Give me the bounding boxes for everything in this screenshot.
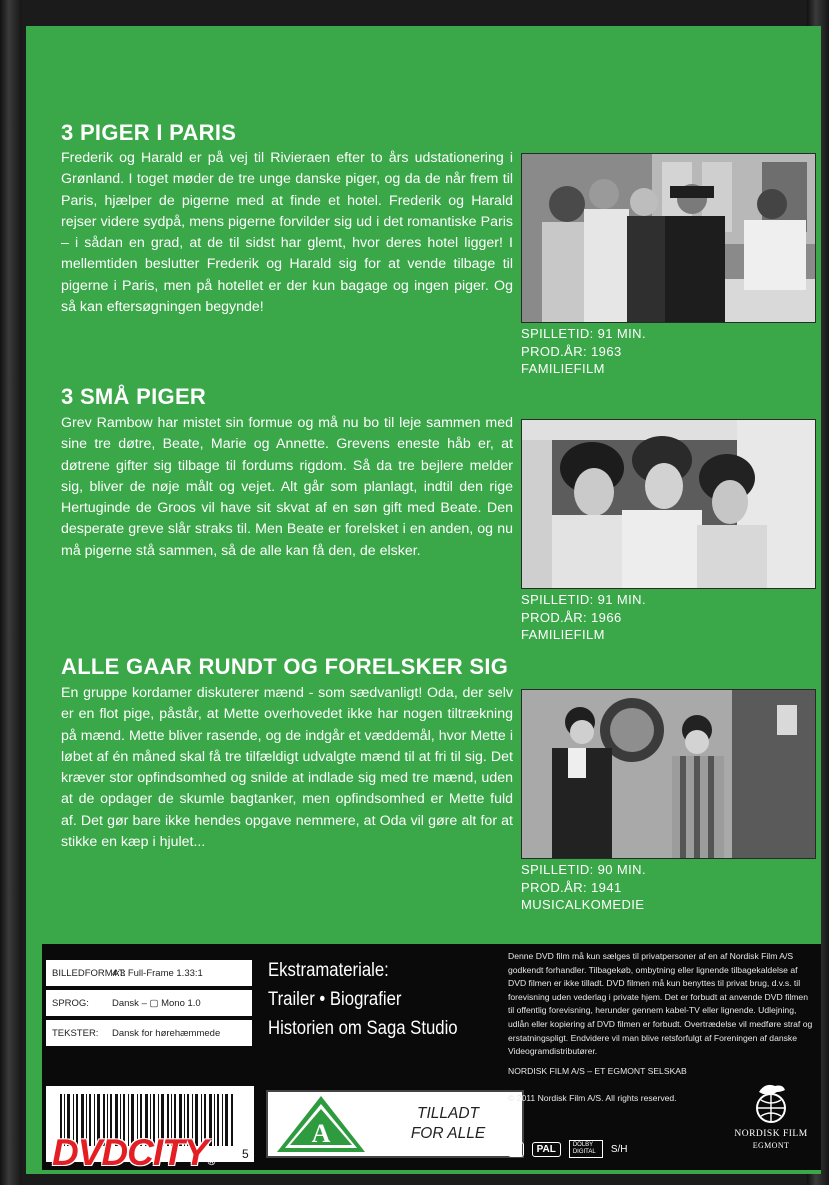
case-left-edge xyxy=(0,0,22,1185)
movie-title: 3 PIGER I PARIS xyxy=(61,120,237,145)
spec-value: Dansk for hørehæmmede xyxy=(112,1027,221,1039)
production-year: PROD.ÅR: 1963 xyxy=(521,343,622,359)
spec-label: BILLEDFORMAT: xyxy=(52,967,126,979)
age-rating xyxy=(266,1090,524,1158)
extras xyxy=(268,956,483,1043)
production-year: PROD.ÅR: 1966 xyxy=(521,609,622,625)
spec-value: Dansk – ▢ Mono 1.0 xyxy=(112,997,201,1009)
nordisk-film-logo xyxy=(726,1080,816,1166)
still-photo-1 xyxy=(522,154,815,322)
extras-line: Historien om Saga Studio xyxy=(268,1018,458,1039)
rating-text xyxy=(388,1104,508,1144)
movie-meta-2 xyxy=(521,591,646,644)
movie-synopsis: Grev Rambow har mistet sin formue og må nu bo til leje sammen med sine tre døtre, Beate, Marie og Annette. Grevens eneste håb er, at døtrene gifter sig tilbage til fordums rigdom. Så da tre bejlere melder sig, bliver de nøje målt og vejet. Alt går som planlagt, indtil den rige Hertuginde de Groos vil have sit skvat af en søn gift med Beate. Den desperate greve slår straks til. Men Beate er forelsket i en anden, og nu må pigerne stå sammen, så de alle kan få den, de elsker. xyxy=(61,415,513,559)
runtime: SPILLETID: 91 MIN. xyxy=(521,592,646,607)
runtime: SPILLETID: 91 MIN. xyxy=(521,326,646,341)
movie-meta-3 xyxy=(521,861,646,914)
watermark-registered: ® xyxy=(207,1156,215,1168)
polar-bear-globe-icon xyxy=(751,1080,791,1124)
rating-line: TILLADT xyxy=(416,1105,479,1122)
rating-letter: A xyxy=(311,1119,331,1148)
spec-label: SPROG: xyxy=(52,997,89,1009)
movie-synopsis: Frederik og Harald er på vej til Rivieraen efter to års udstationering i Grønland. I toget møder de tre unge danske piger, og da de når frem til Paris, hjælper de pigerne med at finde et hotel. Frederik og Harald rejser videre sydpå, mens pigerne forvilder sig ud i det romantiske Paris – i sådan en grad, at de til sidst har glemt, hvor deres hotel ligger! I mellemtiden beslutter Frederik og Harald sig for at vende tilbage til pigerne i Paris, men på hotellet er der kun bagage og ingen piger. Og så kan eftersøgningen begynde! xyxy=(61,150,513,316)
still-photo-2 xyxy=(522,420,815,588)
info-panel xyxy=(42,944,821,1173)
extras-heading: Ekstramateriale: xyxy=(268,960,389,981)
rating-line: FOR ALLE xyxy=(410,1125,486,1142)
rating-triangle-icon xyxy=(272,1092,370,1156)
extras-line: Trailer • Biografier xyxy=(268,989,402,1010)
legal-text: Denne DVD film må kun sælges til privatpersoner af en af Nordisk Film A/S godkendt forhandler. Tilbagekøb, ombytning eller lignende tilbagekaldelse af DVD filmen er ikke tilladt. DVD filmen må kun benyttes til privat brug, d.v.s. til forevisning uden vederlag i private hjem. Det er forbudt at anvende DVD filmen til offentlig forevisning, herunder gennem kabel-TV eller lignende. Udlejning, udlån eller kopiering af DVD filmen er forbudt. Overtrædelse vil medføre straf og erstatningspligt. Endvidere vil man blive retsforfulgt af Foreningen af danske Videogramdistributører. xyxy=(508,951,813,1057)
spec-format xyxy=(46,960,252,986)
spec-value: 4:3 Full-Frame 1.33:1 xyxy=(112,967,203,979)
spec-label: TEKSTER: xyxy=(52,1027,99,1039)
genre: FAMILIEFILM xyxy=(521,361,605,376)
back-cover xyxy=(26,26,821,1174)
watermark-brand xyxy=(52,1132,215,1174)
pal-badge: PAL xyxy=(532,1142,561,1157)
color-format: S/H xyxy=(610,1143,628,1155)
production-year: PROD.ÅR: 1941 xyxy=(521,879,622,895)
movie-still-1 xyxy=(521,153,816,323)
company-line: NORDISK FILM A/S – ET EGMONT SELSKAB xyxy=(508,1065,687,1076)
region-badge: 2 xyxy=(508,1142,524,1157)
copyright-line: © 2011 Nordisk Film A/S. All rights reserved. xyxy=(508,1093,677,1104)
dolby-icon: DOLBY DIGITAL xyxy=(569,1140,603,1158)
tech-badges xyxy=(508,1140,628,1158)
genre: FAMILIEFILM xyxy=(521,627,605,642)
movie-synopsis: En gruppe kordamer diskuterer mænd - som sædvanligt! Oda, der selv er en flot pige, påstår, at Mette overhovedet ikke har nogen tiltrækning på mænd. Mette bliver rasende, og de indgår et væddemål, hvor Mette i løbet af én måned skal få tre tilfældigt udvalgte mænd til at fri til sig. Det kræver stor opfindsomhed og snilde at indlade sig med tre mænd, uden at de opdager de skumle bagtanker, men opfindsomhed er Mette fuld af. Det gør bare ikke hendes opgave nemmere, at Oda vil gøre alt for at stikke en kæp i hjulet... xyxy=(61,685,513,851)
movie-title: ALLE GAAR RUNDT OG FORELSKER SIG xyxy=(61,654,509,679)
movie-still-3 xyxy=(521,689,816,859)
still-photo-3 xyxy=(522,690,815,858)
movie-meta-1 xyxy=(521,325,646,378)
barcode-digit: 5 xyxy=(242,1147,249,1161)
runtime: SPILLETID: 90 MIN. xyxy=(521,862,646,877)
logo-name: NORDISK FILM xyxy=(734,1129,808,1139)
movie-still-2 xyxy=(521,419,816,589)
movie-title: 3 SMÅ PIGER xyxy=(61,384,207,409)
spec-language xyxy=(46,990,252,1016)
genre: MUSICALKOMEDIE xyxy=(521,897,645,912)
spec-subtitles xyxy=(46,1020,252,1046)
logo-parent: EGMONT xyxy=(752,1141,790,1150)
watermark-text: DVDCITY xyxy=(52,1132,208,1173)
